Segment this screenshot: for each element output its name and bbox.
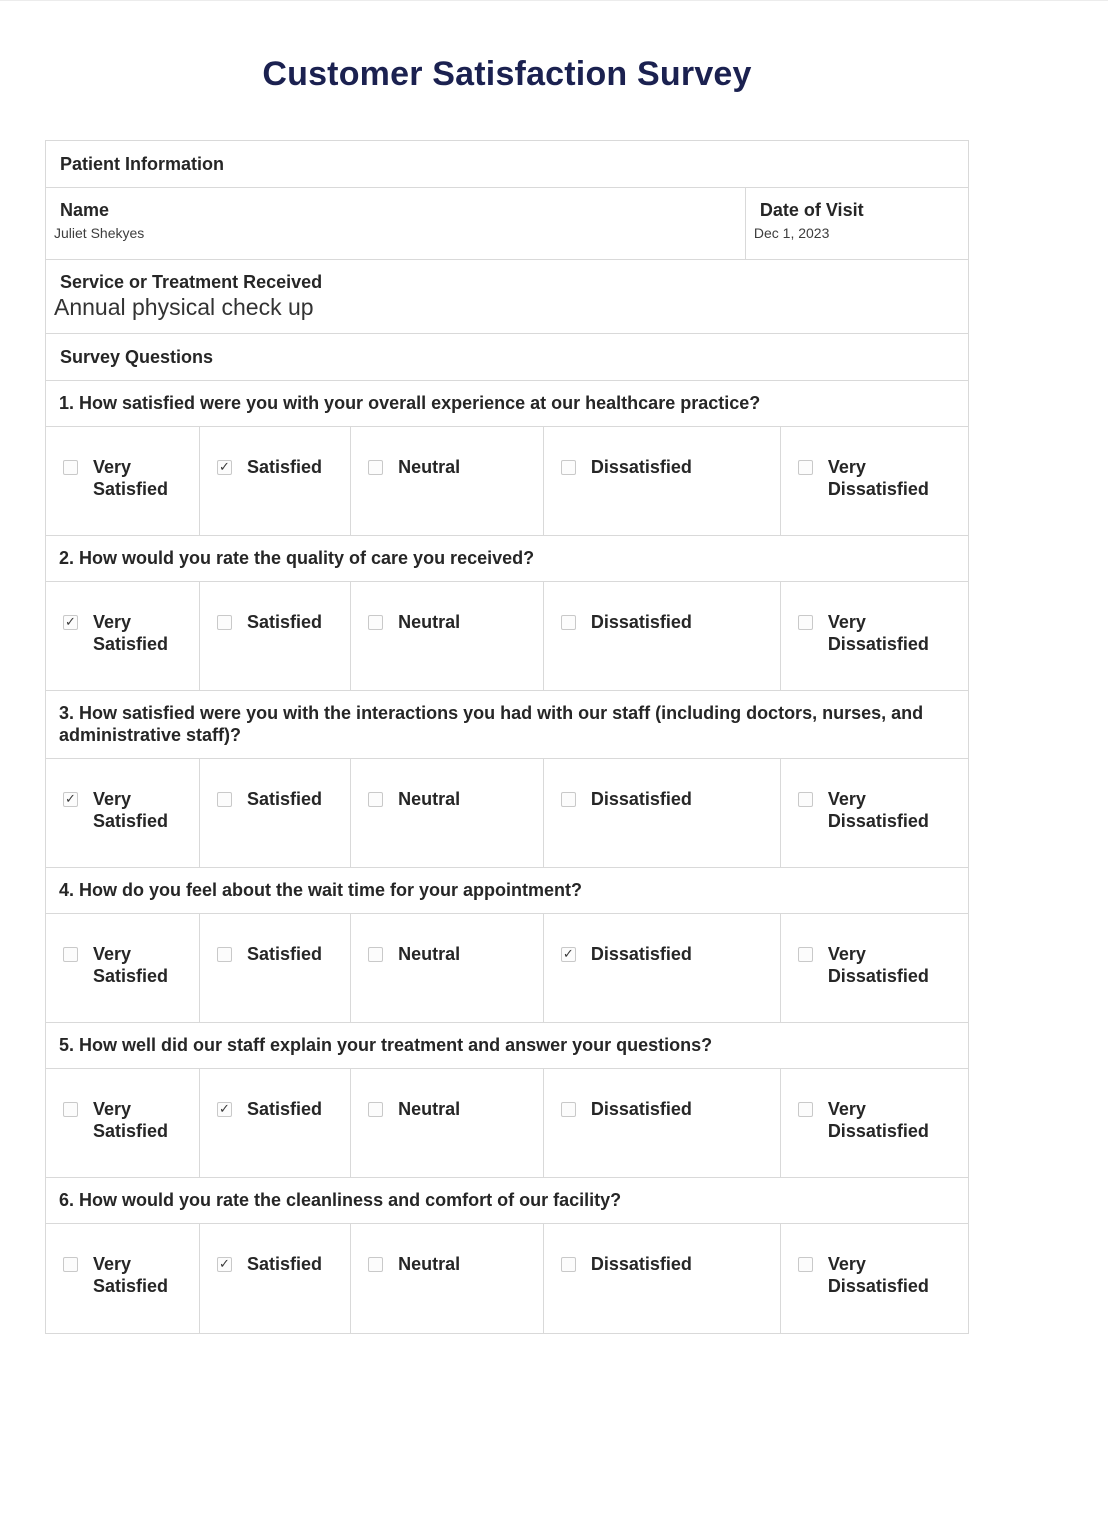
q5-checkbox-very-dissatisfied[interactable] bbox=[798, 1102, 813, 1117]
q2-option-neutral[interactable] bbox=[351, 582, 544, 690]
date-of-visit-cell bbox=[745, 188, 968, 259]
q6-checkbox-very-dissatisfied[interactable] bbox=[798, 1257, 813, 1272]
date-of-visit-label: Date of Visit bbox=[759, 200, 864, 220]
q2-checkbox-satisfied[interactable] bbox=[217, 615, 232, 630]
page-title: Customer Satisfaction Survey bbox=[262, 55, 752, 93]
service-value: Annual physical check up bbox=[54, 294, 314, 320]
patient-information-header: Patient Information bbox=[46, 141, 968, 188]
option-label: Very Dissatisfied bbox=[827, 788, 929, 831]
q5-option-neutral[interactable] bbox=[351, 1069, 544, 1177]
question-3-options bbox=[46, 759, 968, 868]
q5-option-satisfied[interactable] bbox=[200, 1069, 351, 1177]
option-label: Very Satisfied bbox=[93, 457, 169, 499]
q3-option-neutral[interactable] bbox=[351, 759, 544, 867]
q1-option-very-satisfied[interactable] bbox=[46, 427, 200, 535]
q4-checkbox-very-satisfied[interactable] bbox=[63, 947, 78, 962]
q2-checkbox-neutral[interactable] bbox=[368, 615, 383, 630]
question-4-text: 4. How do you feel about the wait time for your appointment? bbox=[46, 868, 968, 914]
question-1-options bbox=[46, 427, 968, 536]
option-label: Neutral bbox=[398, 788, 461, 809]
option-label: Satisfied bbox=[246, 943, 322, 964]
option-label: Neutral bbox=[398, 1253, 461, 1274]
q1-option-neutral[interactable] bbox=[351, 427, 544, 535]
q6-option-satisfied[interactable] bbox=[200, 1224, 351, 1333]
question-1-text: 1. How satisfied were you with your overall experience at our healthcare practice? bbox=[46, 381, 968, 427]
question-2-text: 2. How would you rate the quality of care you received? bbox=[46, 536, 968, 582]
option-label: Satisfied bbox=[246, 457, 322, 477]
q1-checkbox-very-satisfied[interactable] bbox=[63, 460, 78, 475]
q5-checkbox-neutral[interactable] bbox=[368, 1102, 383, 1117]
service-label: Service or Treatment Received bbox=[60, 272, 323, 292]
question-5-options bbox=[46, 1069, 968, 1178]
q3-checkbox-neutral[interactable] bbox=[368, 792, 383, 807]
question-6-options bbox=[46, 1224, 968, 1333]
q6-checkbox-very-satisfied[interactable] bbox=[63, 1257, 78, 1272]
q1-option-satisfied[interactable] bbox=[200, 427, 351, 535]
question-3-text: 3. How satisfied were you with the interactions you had with our staff (including doctors, nurses, and administrative staff)? bbox=[46, 691, 968, 759]
q5-checkbox-satisfied[interactable] bbox=[217, 1102, 232, 1117]
q6-option-neutral[interactable] bbox=[351, 1224, 544, 1333]
option-label: Very Satisfied bbox=[93, 612, 169, 654]
q6-option-very-satisfied[interactable] bbox=[46, 1224, 200, 1333]
q1-checkbox-dissatisfied[interactable] bbox=[561, 460, 576, 475]
name-date-row bbox=[46, 188, 968, 260]
q3-option-very-satisfied[interactable] bbox=[46, 759, 200, 867]
q3-option-very-dissatisfied[interactable] bbox=[781, 759, 968, 867]
option-label: Dissatisfied bbox=[590, 457, 692, 477]
option-label: Dissatisfied bbox=[590, 788, 692, 809]
q3-option-satisfied[interactable] bbox=[200, 759, 351, 867]
q6-checkbox-neutral[interactable] bbox=[368, 1257, 383, 1272]
q4-checkbox-very-dissatisfied[interactable] bbox=[798, 947, 813, 962]
survey-form-table bbox=[45, 140, 969, 1334]
q4-checkbox-dissatisfied[interactable] bbox=[561, 947, 576, 962]
q6-checkbox-dissatisfied[interactable] bbox=[561, 1257, 576, 1272]
option-label: Satisfied bbox=[246, 1253, 322, 1274]
q1-checkbox-neutral[interactable] bbox=[368, 460, 383, 475]
q3-checkbox-very-dissatisfied[interactable] bbox=[798, 792, 813, 807]
q2-checkbox-dissatisfied[interactable] bbox=[561, 615, 576, 630]
q3-checkbox-very-satisfied[interactable] bbox=[63, 792, 78, 807]
q3-checkbox-dissatisfied[interactable] bbox=[561, 792, 576, 807]
date-of-visit-value: Dec 1, 2023 bbox=[753, 225, 830, 241]
q2-option-satisfied[interactable] bbox=[200, 582, 351, 690]
option-label: Very Satisfied bbox=[93, 788, 169, 831]
q2-option-very-satisfied[interactable] bbox=[46, 582, 200, 690]
q1-option-very-dissatisfied[interactable] bbox=[781, 427, 968, 535]
q1-checkbox-satisfied[interactable] bbox=[217, 460, 232, 475]
question-2-options bbox=[46, 582, 968, 691]
option-label: Very Satisfied bbox=[93, 1253, 169, 1296]
q5-checkbox-dissatisfied[interactable] bbox=[561, 1102, 576, 1117]
q4-option-neutral[interactable] bbox=[351, 914, 544, 1022]
q2-checkbox-very-dissatisfied[interactable] bbox=[798, 615, 813, 630]
question-4-options bbox=[46, 914, 968, 1023]
option-label: Very Dissatisfied bbox=[827, 612, 929, 654]
q3-option-dissatisfied[interactable] bbox=[544, 759, 781, 867]
option-label: Very Dissatisfied bbox=[827, 457, 929, 499]
q2-option-dissatisfied[interactable] bbox=[544, 582, 781, 690]
service-row bbox=[46, 260, 968, 334]
q5-option-very-satisfied[interactable] bbox=[46, 1069, 200, 1177]
option-label: Dissatisfied bbox=[590, 943, 692, 964]
survey-questions-header: Survey Questions bbox=[46, 334, 968, 381]
option-label: Neutral bbox=[398, 612, 461, 632]
q5-checkbox-very-satisfied[interactable] bbox=[63, 1102, 78, 1117]
option-label: Satisfied bbox=[246, 612, 322, 632]
q4-checkbox-satisfied[interactable] bbox=[217, 947, 232, 962]
q1-checkbox-very-dissatisfied[interactable] bbox=[798, 460, 813, 475]
name-label: Name bbox=[60, 200, 110, 220]
q6-checkbox-satisfied[interactable] bbox=[217, 1257, 232, 1272]
option-label: Very Dissatisfied bbox=[827, 1253, 929, 1296]
q4-option-dissatisfied[interactable] bbox=[544, 914, 781, 1022]
q4-option-very-dissatisfied[interactable] bbox=[781, 914, 968, 1022]
q4-option-very-satisfied[interactable] bbox=[46, 914, 200, 1022]
q6-option-very-dissatisfied[interactable] bbox=[781, 1224, 968, 1333]
q1-option-dissatisfied[interactable] bbox=[544, 427, 781, 535]
option-label: Neutral bbox=[398, 457, 461, 477]
q2-option-very-dissatisfied[interactable] bbox=[781, 582, 968, 690]
option-label: Very Satisfied bbox=[93, 943, 169, 986]
q5-option-dissatisfied[interactable] bbox=[544, 1069, 781, 1177]
q6-option-dissatisfied[interactable] bbox=[544, 1224, 781, 1333]
option-label: Satisfied bbox=[246, 788, 322, 809]
option-label: Neutral bbox=[398, 1098, 461, 1119]
option-label: Very Dissatisfied bbox=[827, 1098, 929, 1141]
name-value: Juliet Shekyes bbox=[54, 225, 145, 241]
option-label: Dissatisfied bbox=[590, 1098, 692, 1119]
option-label: Satisfied bbox=[246, 1098, 322, 1119]
option-label: Dissatisfied bbox=[590, 1253, 692, 1274]
option-label: Very Dissatisfied bbox=[827, 943, 929, 986]
q3-checkbox-satisfied[interactable] bbox=[217, 792, 232, 807]
option-label: Neutral bbox=[398, 943, 461, 964]
question-6-text: 6. How would you rate the cleanliness and comfort of our facility? bbox=[46, 1178, 968, 1224]
q5-option-very-dissatisfied[interactable] bbox=[781, 1069, 968, 1177]
q4-option-satisfied[interactable] bbox=[200, 914, 351, 1022]
option-label: Dissatisfied bbox=[590, 612, 692, 632]
q2-checkbox-very-satisfied[interactable] bbox=[63, 615, 78, 630]
q4-checkbox-neutral[interactable] bbox=[368, 947, 383, 962]
name-cell bbox=[46, 188, 745, 259]
question-5-text: 5. How well did our staff explain your treatment and answer your questions? bbox=[46, 1023, 968, 1069]
option-label: Very Satisfied bbox=[93, 1098, 169, 1141]
